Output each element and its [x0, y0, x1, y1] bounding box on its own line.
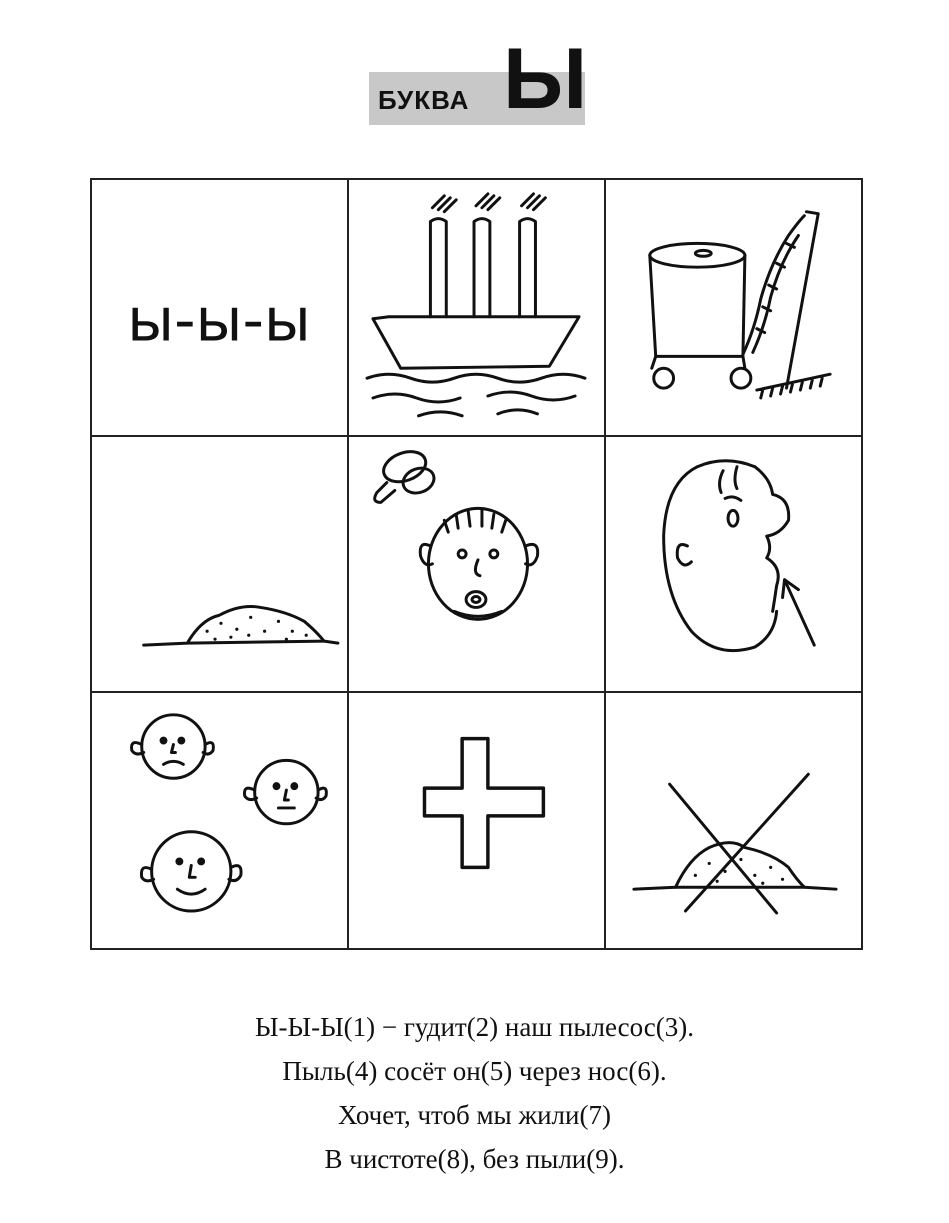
picture-grid [90, 178, 863, 950]
handwritten-text-icon [92, 180, 347, 435]
vacuum-cleaner-icon [606, 180, 861, 435]
nose-profile-icon [606, 437, 861, 692]
baby-pacifier-icon [349, 437, 604, 692]
header-title: БУКВА [378, 85, 470, 115]
crossed-out-dust-cell [605, 692, 862, 949]
ship-cell [348, 179, 605, 436]
sound-text: ы-ы-ы [127, 286, 311, 356]
poem-line-1: Ы-Ы-Ы(1) − гудит(2) наш пылесос(3). [255, 1012, 694, 1042]
faces-icon [92, 693, 347, 948]
sound-text-cell [91, 179, 348, 436]
poem-line-3: Хочет, чтоб мы жили(7) [338, 1100, 611, 1130]
vacuum-cleaner-cell [605, 179, 862, 436]
crossed-dust-icon [606, 693, 861, 948]
cross-icon [349, 693, 604, 948]
cross-cell [348, 692, 605, 949]
ship-icon [349, 180, 604, 435]
header-letter: Ы [503, 31, 588, 127]
dust-pile-icon [92, 437, 347, 692]
poem-line-2: Пыль(4) сосёт он(5) через нос(6). [282, 1056, 667, 1086]
poem-line-4: В чистоте(8), без пыли(9). [324, 1144, 625, 1174]
baby-with-pacifier-cell [348, 436, 605, 693]
poem [0, 1005, 949, 1181]
nose-profile-cell [605, 436, 862, 693]
dust-pile-cell [91, 436, 348, 693]
three-faces-cell [91, 692, 348, 949]
